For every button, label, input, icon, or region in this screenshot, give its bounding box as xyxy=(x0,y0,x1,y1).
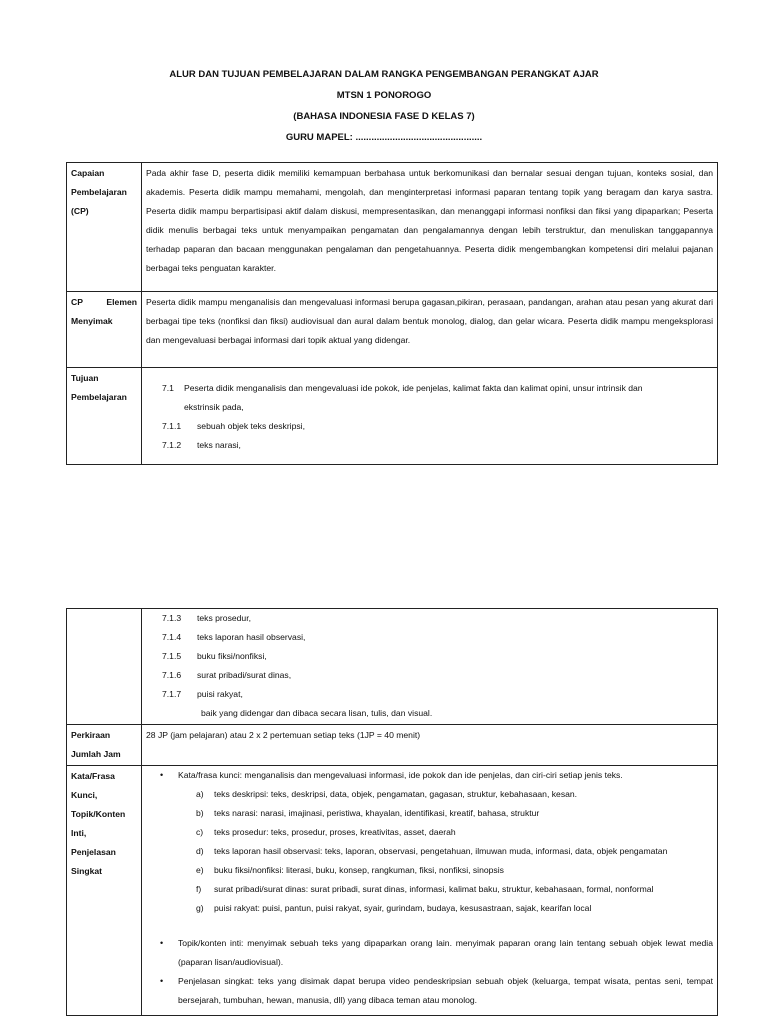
keyword-item: f) surat pribadi/surat dinas: surat pribadi, surat dinas, informasi, kalimat baku, struktur, kebahasaan, formal, nonformal xyxy=(196,884,654,894)
keyword-item: b) teks narasi: narasi, imajinasi, peristiwa, khayalan, identifikasi, kreatif, bahasa, struktur xyxy=(196,808,540,818)
keyword-item: a) teks deskripsi: teks, deskripsi, data, objek, pengamatan, gagasan, struktur, kebahasaan, kesan. xyxy=(196,789,578,799)
kata-label: Kata/Frasa Kunci, Topik/Konten Inti, Penjelasan Singkat xyxy=(67,766,142,1016)
bullet-item: • Topik/konten inti: menyimak sebuah teks yang dipaparkan orang lain. menyimak paparan orang lain tentang sebuah objek lewat media (paparan lisan/audiovisual). xyxy=(160,938,713,967)
perkiraan-row xyxy=(67,725,718,766)
tujuan-extra: baik yang didengar dan dibaca secara lisan, tulis, dan visual. xyxy=(201,708,433,718)
continuation-table xyxy=(66,608,718,1016)
keyword-item: e) buku fiksi/nonfiksi: literasi, buku, konsep, rangkuman, fiksi, nonfiksi, sinopsis xyxy=(196,865,504,875)
tujuan-cont-row xyxy=(67,609,718,725)
keyword-item: c) teks prosedur: teks, prosedur, proses, kreativitas, asset, daerah xyxy=(196,827,456,837)
tujuan-cont-content xyxy=(142,609,718,725)
cp-elemen-text-cell xyxy=(142,292,718,368)
cp-elemen-row xyxy=(67,292,718,368)
cp-text: Pada akhir fase D, peserta didik memiliki kemampuan berbahasa untuk berkomunikasi dan bernalar sesuai dengan tujuan, konteks sosial, dan akademis. Peserta didik mampu memahami, mengolah, dan menginterpretasi informasi paparan tentang topik yang beragam dan karya sastra. Peserta didik mampu berpartisipasi aktif dalam diskusi, mempresentasikan, dan menanggapi informasi nonfiksi dan fiksi yang dipaparkan; Peserta didik menulis berbagai teks untuk menyampaikan pengamatan dan pengalamannya dengan lebih terstruktur, dan menuliskan tanggapannya terhadap paparan dan bacaan menggunakan pengalaman dan pengetahuannya. Peserta didik mengembangkan kompetensi diri melalui pajanan berbagai teks penguatan karakter. xyxy=(146,168,713,273)
cp-elemen-label: CP Elemen Menyimak xyxy=(67,292,142,368)
cp-text-cell xyxy=(142,163,718,292)
teacher-line: GURU MAPEL: ................................................ xyxy=(285,132,483,143)
document-title: ALUR DAN TUJUAN PEMBELAJARAN DALAM RANGKA PENGEMBANGAN PERANGKAT AJAR xyxy=(169,69,599,80)
bullet-item: • Kata/frasa kunci: menganalisis dan mengevaluasi informasi, ide pokok dan ide penjelas, dan ciri-ciri setiap jenis teks. xyxy=(160,770,623,780)
tujuan-main-cont: ekstrinsik pada, xyxy=(184,402,244,412)
keyword-item: d) teks laporan hasil observasi: teks, laporan, observasi, pengetahuan, ilmuwan muda, informasi, data, objek pengamatan xyxy=(196,846,668,856)
document-header xyxy=(0,64,768,148)
keyword-item: g) puisi rakyat: puisi, pantun, puisi rakyat, syair, gurindam, budaya, kesusastraan, sajak, kearifan local xyxy=(196,903,592,913)
tujuan-sub-item: 7.1.5 buku fiksi/nonfiksi, xyxy=(162,651,267,661)
perkiraan-text: 28 JP (jam pelajaran) atau 2 x 2 pertemuan setiap teks (1JP = 40 menit) xyxy=(142,725,718,766)
tujuan-row xyxy=(67,368,718,465)
tujuan-sub-item: 7.1.3 teks prosedur, xyxy=(162,613,251,623)
school-name: MTSN 1 PONOROGO xyxy=(336,90,432,101)
cp-label: Capaian Pembelajaran (CP) xyxy=(67,163,142,292)
perkiraan-label: Perkiraan Jumlah Jam xyxy=(67,725,142,766)
tujuan-sub-item: 7.1.6 surat pribadi/surat dinas, xyxy=(162,670,292,680)
tujuan-sub-item: 7.1.7 puisi rakyat, xyxy=(162,689,243,699)
tujuan-sub-item: 7.1.4 teks laporan hasil observasi, xyxy=(162,632,306,642)
tujuan-sub-item: 7.1.2 teks narasi, xyxy=(162,440,241,450)
bullet-item: • Penjelasan singkat: teks yang disimak dapat berupa video pendeskripsian sebuah objek (keluarga, tempat wisata, pentas seni, tempat bersejarah, tumbuhan, hewan, manusia, dll) yang dibaca teman atau monolog. xyxy=(160,976,713,1005)
cp-elemen-text: Peserta didik mampu menganalisis dan mengevaluasi informasi berupa gagasan,pikiran, perasaan, pandangan, arahan atau pesan yang akurat dari berbagai tipe teks (nonfiksi dan fiksi) audiovisual dan aural dalam bentuk monolog, dialog, dan gelar wicara. Peserta didik mampu mengeksplorasi dan mengevaluasi berbagai informasi dari topik aktual yang didengar. xyxy=(146,297,713,345)
tujuan-cont-label xyxy=(67,609,142,725)
kata-row xyxy=(67,766,718,1016)
kata-content xyxy=(142,766,718,1016)
tujuan-label: Tujuan Pembelajaran xyxy=(67,368,142,465)
cp-table xyxy=(66,162,718,465)
subject-name: (BAHASA INDONESIA FASE D KELAS 7) xyxy=(293,111,475,122)
tujuan-sub-item: 7.1.1 sebuah objek teks deskripsi, xyxy=(162,421,305,431)
tujuan-content xyxy=(142,368,718,465)
tujuan-main: 7.1 Peserta didik menganalisis dan mengevaluasi ide pokok, ide penjelas, kalimat fakta dan kalimat opini, unsur intrinsik dan xyxy=(162,383,643,393)
cp-row xyxy=(67,163,718,292)
